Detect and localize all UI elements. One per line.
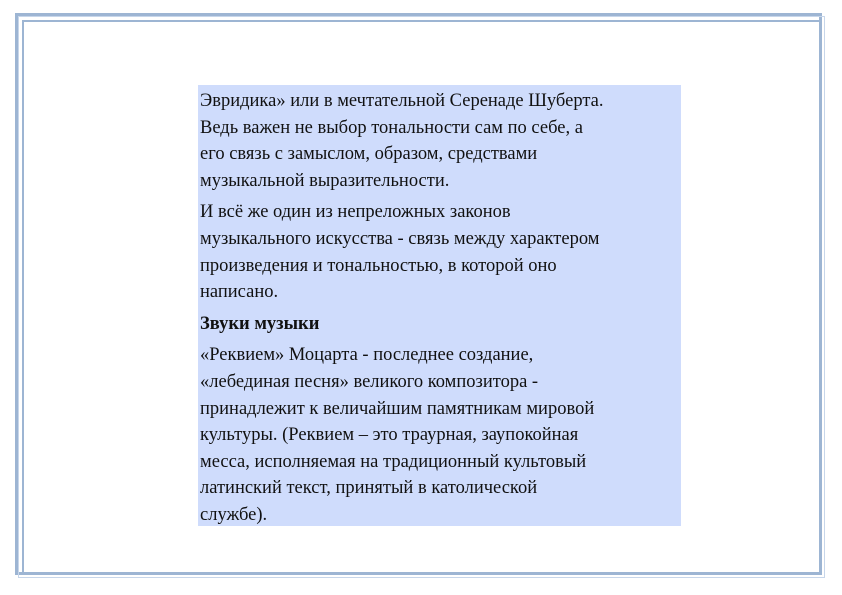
section-heading: Звуки музыки (200, 313, 320, 334)
paragraph-requiem: «Реквием» Моцарта - последнее создание, «лебединая песня» великого композитора - принадлежит к величайшим памятникам мировой культуры. (Реквием – это траурная, заупокойная месса, исполняемая на традиционный культовый латинский текст, принятый в католической службе). (200, 345, 595, 525)
paragraph-eurydice: Эвридика» или в мечтательной Серенаде Шуберта. Ведь важен не выбор тональности сам по себе, а его связь с замыслом, образом, средствами музыкальной выразительности. (200, 91, 604, 191)
paragraph-tonality-law: И всё же один из непреложных законов музыкального искусства - связь между характером произведения и тональностью, в которой оно написано. (200, 202, 600, 303)
text-box (198, 85, 681, 526)
